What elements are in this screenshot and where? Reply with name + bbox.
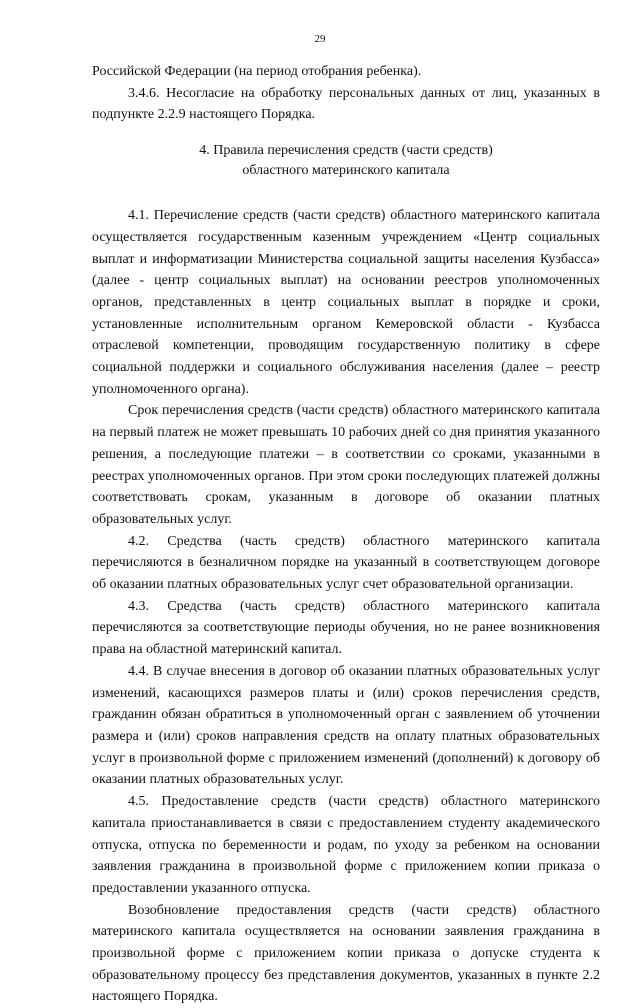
paragraph-4-4: 4.4. В случае внесения в договор об оказании платных образовательных услуг изменений, касающихся размеров платы и (или) сроков перечисления средств, гражданин обязан обратиться в уполномоченный орган с заявлением об уточнении размера и (или) сроков направления средств на оплату платных образовательных услуг в произвольной форме с приложением изменений (дополнений) к договору об оказании платных образовательных услуг. bbox=[92, 663, 600, 788]
document-body bbox=[92, 61, 600, 1008]
paragraph-4-5: 4.5. Предоставление средств (части средств) областного материнского капитала приостанавливается в связи с предоставлением студенту академического отпуска, отпуска по беременности и родам, по уходу за ребенком на основании заявления гражданина в произвольной форме с приложением копии приказа о предоставлении указанного отпуска. bbox=[92, 794, 600, 896]
section-heading-line-2: областного материнского капитала bbox=[242, 162, 450, 178]
section-heading-line-1: 4. Правила перечисления средств (части средств) bbox=[199, 143, 493, 159]
paragraph-3-4-6: 3.4.6. Несогласие на обработку персональных данных от лиц, указанных в подпункте 2.2.9 настоящего Порядка. bbox=[92, 85, 600, 123]
paragraph-resumption: Возобновление предоставления средств (части средств) областного материнского капитала осуществляется на основании заявления гражданина в произвольной форме с приложением копии приказа о допуске студента к образовательному процессу без представления документов, указанных в пункте 2.2 настоящего Порядка. bbox=[92, 902, 600, 1005]
page-number: 29 bbox=[314, 33, 326, 45]
paragraph-payment-term: Срок перечисления средств (части средств) областного материнского капитала на первый платеж не может превышать 10 рабочих дней со дня принятия указанного решения, а последующие платежи – в соответствии со сроками, указанными в реестрах уполномоченных органов. При этом сроки последующих платежей должны соответствовать срокам, указанным в договоре об оказании платных образовательных услуг. bbox=[92, 403, 600, 527]
paragraph-4-3: 4.3. Средства (часть средств) областного материнского капитала перечисляются за соответствующие периоды обучения, но не ранее возникновения права на областной материнский капитал. bbox=[92, 598, 600, 658]
paragraph-4-1: 4.1. Перечисление средств (части средств) областного материнского капитала осуществляется государственным казенным учреждением «Центр социальных выплат и информатизации Министерства социальной защиты населения Кузбасса» (далее - центр социальных выплат) на основании реестров уполномоченных органов, представленных в центр социальных выплат в порядке и сроки, установленные исполнительным органом Кемеровской области - Кузбасса отраслевой компетенции, проводящим государственную политику в сфере социальной поддержки и социального обслуживания населения (далее – реестр уполномоченного органа). bbox=[92, 208, 600, 397]
paragraph-4-2: 4.2. Средства (часть средств) областного материнского капитала перечисляются в безналичном порядке на указанный в соответствующем договоре об оказании платных образовательных услуг счет образовательной организации. bbox=[92, 533, 600, 593]
section-heading bbox=[92, 141, 600, 180]
paragraph-continuation: Российской Федерации (на период отобрания ребенка). bbox=[92, 64, 422, 79]
